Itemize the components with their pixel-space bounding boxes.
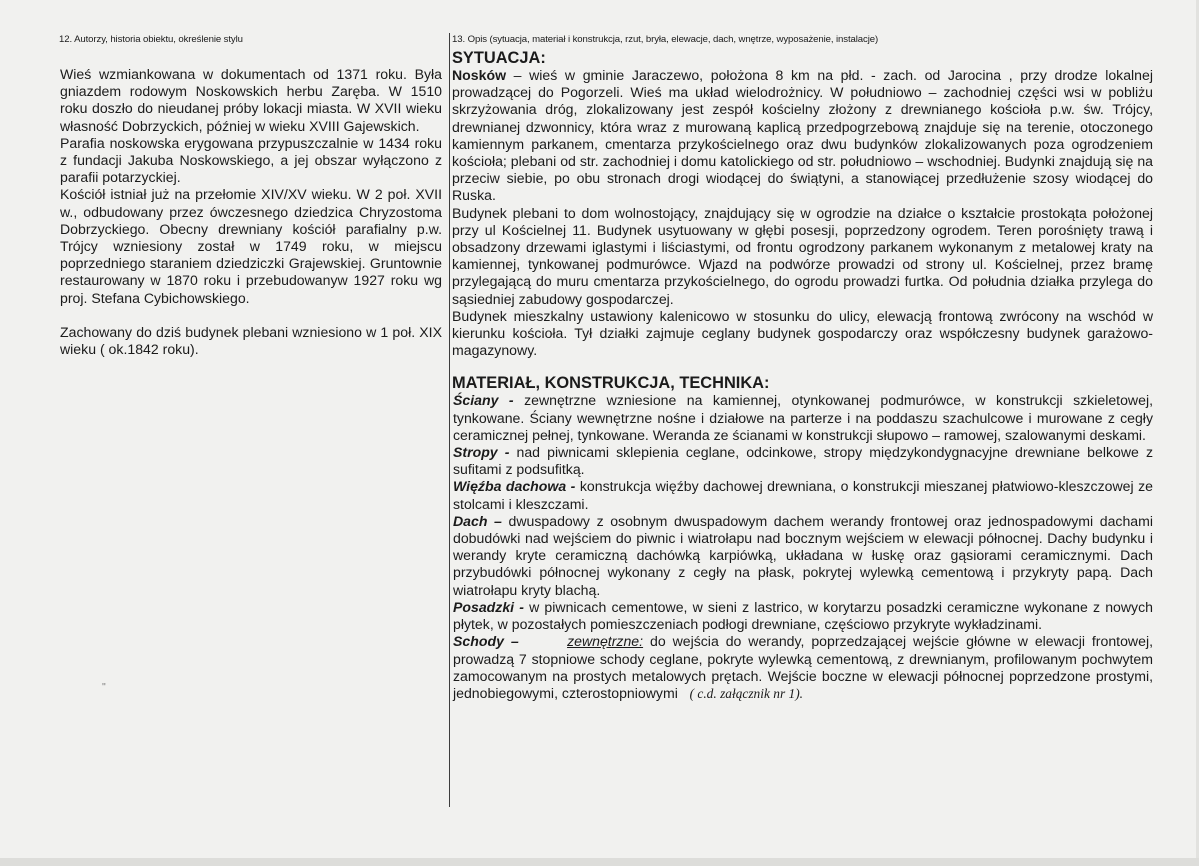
column-divider bbox=[449, 33, 450, 807]
stropy-paragraph bbox=[452, 444, 1153, 478]
sciany-term: Ściany - bbox=[453, 392, 514, 409]
posadzki-text: w piwnicach cementowe, w sieni z lastrico, w korytarzu posadzki ceramiczne wykonane z nowych płytek, w pozostałych pomieszczeniach podłogi drewniane, częściowo przykryte wykładzinami. bbox=[453, 598, 1153, 633]
wiezba-term: Więźba dachowa - bbox=[453, 478, 576, 495]
sciany-text: zewnętrzne wzniesione na kamiennej, otynkowanej podmurówce, w konstrukcji szkieletowej, tynkowane. Ściany wewnętrzne nośne i działowe na parterze i na poddaszu szachulcowe i murowane z cegły ceramicznej pełnej, tynkowane. Weranda ze ścianami w konstrukcji słupowo – ramowej, szalowanymi deskami. bbox=[453, 392, 1153, 443]
sciany-paragraph bbox=[452, 392, 1153, 444]
posadzki-term: Posadzki - bbox=[453, 598, 524, 615]
history-paragraph-village: Wieś wzmiankowana w dokumentach od 1371 roku. Była gniazdem rodowym Noskowskich herbu Zaręba. W 1510 roku doszło do nieudanej próby lokacji miasta. W XVII wieku własność Dobrzyckich, później w wieku XVIII Gajewskich. bbox=[60, 66, 442, 134]
schody-paragraph bbox=[452, 633, 1153, 702]
scan-speck: '' bbox=[102, 682, 106, 693]
material-heading: MATERIAŁ, KONSTRUKCJA, TECHNIKA: bbox=[452, 374, 770, 393]
history-column bbox=[60, 66, 442, 358]
section-13-header: 13. Opis (sytuacja, materiał i konstrukcja, rzut, bryła, elewacje, dach, wnętrze, wyposażenie, instalacje) bbox=[452, 34, 879, 45]
dach-text: dwuspadowy z osobnym dwuspadowym dachem werandy frontowej oraz jednospadowymi dachami dobudówki nad wejściem do piwnic i wiatrołapu nad bocznym wejściem w elewacji północnej. Dachy budynku i werandy kryte ceramiczną dachówką karpiówką, układana w łuskę oraz gąsiorami ceramicznymi. Dach przybudówki północnej wykonany z cegły na płask, pokrytej wylewką cementową i przykryty papą. Dach wiatrołapu kryty blachą. bbox=[453, 512, 1154, 598]
stropy-text: nad piwnicami sklepienia ceglane, odcinkowe, stropy międzykondygnacyjne drewniane belkowe z sufitami z podsufitką. bbox=[453, 444, 1153, 478]
annex-reference: ( c.d. załącznik nr 1). bbox=[689, 685, 804, 701]
history-paragraph-church: Kościół istniał już na przełomie XIV/XV wieku. W 2 poł. XVII w., odbudowany przez ówczesnego dziedzica Chryzostoma Dobrzyckiego. Obecny drewniany kościół parafialny p.w. Trójcy wzniesiony został w 1749 roku, w miejscu poprzedniego staraniem dziedziczki Grajewskiej. Gruntownie restaurowany w 1870 roku i przebudowanyw 1927 roku wg proj. Stefana Cybichowskiego. bbox=[60, 186, 442, 306]
dach-term: Dach – bbox=[453, 512, 502, 529]
page-edge-bottom bbox=[0, 858, 1199, 866]
section-12-header: 12. Autorzy, historia obiektu, określenie stylu bbox=[59, 34, 243, 45]
sytuacja-paragraph-1 bbox=[452, 67, 1153, 205]
description-column bbox=[452, 49, 1153, 702]
sytuacja-heading: SYTUACJA: bbox=[452, 49, 546, 67]
sytuacja-paragraph-1-text: – wieś w gminie Jaraczewo, położona 8 km na płd. - zach. od Jarocina , przy drodze lokalnej prowadzącej do Pogorzeli. Wieś ma układ wielodrożnicy. W południowo – zachodniej części wsi w pobliżu skrzyżowania dróg, zlokalizowany jest zespół kościelny złożony z drewnianego kościoła p.w. św. Trójcy, drewnianej dzwonnicy, która wraz z murowaną kaplicą przedpogrzebową znajduje się na terenie, otoczonego kamiennym parkanem, cmentarza przykościelnego oraz dwu budynków zlokalizowanych poza ogrodzeniem kościoła; plebani od str. zachodniej i domu katolickiego od str. południowo – wschodniej. Budynki znajdują się na przeciw siebie, po obu stronach drogi wiodącej do świątyni, a stanowiącej przedłużenie szosy wiodącej do Ruska. bbox=[452, 67, 1153, 204]
wiezba-paragraph bbox=[452, 478, 1153, 512]
schody-text: do wejścia do werandy, poprzedzającej wejście główne w elewacji frontowej, prowadzą 7 stopniowe schody ceglane, pokryte wylewką cementową, z drewnianym, profilowanym pochwytem zamocowanym na prostych metalowych prętach. Wejście boczne w elewacji północnej poprzedzone prostymi, jednobiegowymi, czterostopniowymi bbox=[453, 633, 1153, 701]
village-name: Nosków bbox=[452, 67, 507, 83]
schody-term: Schody – bbox=[453, 633, 519, 650]
sytuacja-paragraph-2: Budynek plebani to dom wolnostojący, znajdujący się w ogrodzie na działce o kształcie prostokąta położonej przy ul Kościelnej 11. Budynek usytuowany w głębi posesji, poprzedzony ogrodem. Teren porośnięty trawą i obsadzony drzewami iglastymi i liściastymi, od frontu ogrodzony parkanem wykonanym z metalowej kraty na kamiennej, tynkowanej podmurówce. Wjazd na podwórze prowadzi od strony ul. Kościelnej, przez bramę przylegającą do muru cmentarza przykościelnego, do ogrodu prowadzi furtka. Od południa działka przylega do sąsiedniej zabudowy gospodarczej. bbox=[452, 204, 1153, 307]
stropy-term: Stropy - bbox=[453, 444, 510, 461]
wiezba-text: konstrukcja więźby dachowej drewniana, o konstrukcji mieszanej płatwiowo-kleszczowej ze stolcami i kleszczami. bbox=[453, 478, 1153, 512]
schody-subterm: zewnętrzne: bbox=[567, 633, 644, 650]
dach-paragraph bbox=[452, 513, 1153, 599]
sytuacja-paragraph-3: Budynek mieszkalny ustawiony kalenicowo w stosunku do ulicy, elewacją frontową zwrócony na wschód w kierunku kościoła. Tył działki zajmuje ceglany budynek gospodarczy oraz współczesny budynek garażowo- magazynowy. bbox=[452, 307, 1153, 359]
history-paragraph-rectory: Zachowany do dziś budynek plebani wzniesiono w 1 poł. XIX wieku ( ok.1842 roku). bbox=[60, 323, 442, 358]
history-paragraph-parish: Parafia noskowska erygowana przypuszczalnie w 1434 roku z fundacji Jakuba Noskowskiego, a jej obszar wyłączono z parafii potarzyckiej. bbox=[60, 134, 442, 186]
posadzki-paragraph bbox=[452, 599, 1153, 633]
